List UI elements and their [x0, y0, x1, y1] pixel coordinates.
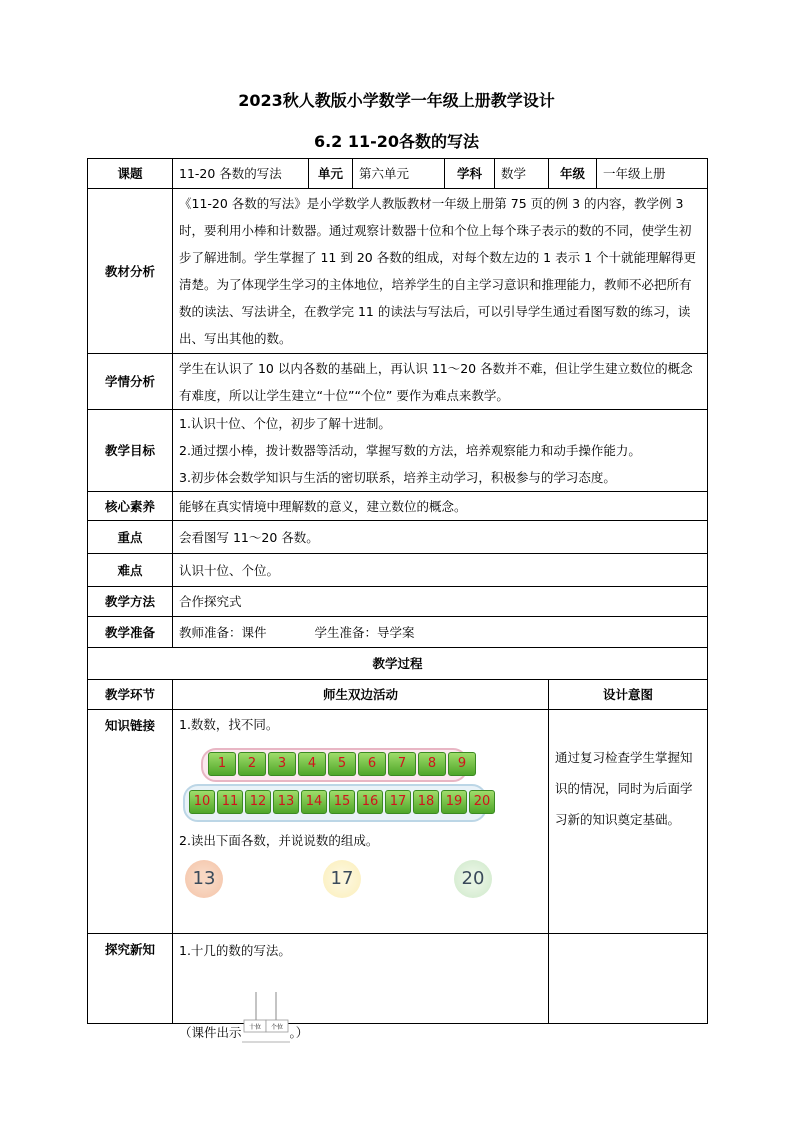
number-circle-13: 13	[185, 860, 223, 898]
explore-show-post: 。）	[289, 1025, 309, 1040]
number-cell: 18	[413, 790, 439, 814]
goal-item: 1.认识十位、个位，初步了解十进制。	[179, 416, 391, 431]
number-cell: 2	[238, 752, 266, 776]
goal-item: 2.通过摆小棒，拨计数器等活动，掌握写数的方法，培养观察能力和动手操作能力。	[179, 443, 641, 458]
number-cell: 9	[448, 752, 476, 776]
number-cell: 11	[217, 790, 243, 814]
method-text: 合作探究式	[173, 587, 708, 617]
unit-value: 第六单元	[353, 159, 445, 189]
prep-teacher-text: 教师准备：课件	[179, 624, 267, 640]
analysis-label: 教材分析	[88, 189, 173, 354]
difficulty-text: 认识十位、个位。	[173, 554, 708, 587]
prep-student-text: 学生准备：导学案	[314, 624, 415, 640]
process-col-intent: 设计意图	[549, 680, 708, 710]
grade-label: 年级	[549, 159, 597, 189]
link-activity	[173, 710, 549, 934]
goal-item: 3.初步体会数学知识与生活的密切联系，培养主动学习，积极参与的学习态度。	[179, 470, 616, 485]
explore-intent	[549, 934, 708, 1024]
topic-value: 11-20 各数的写法	[173, 159, 309, 189]
abacus-ones-label: 个位	[270, 1024, 283, 1031]
prep-text	[173, 617, 708, 648]
number-cell: 10	[189, 790, 215, 814]
number-row-1	[208, 752, 478, 776]
method-label: 教学方法	[88, 587, 173, 617]
difficulty-label: 难点	[88, 554, 173, 587]
goals-label: 教学目标	[88, 410, 173, 492]
abacus-tens-label: 十位	[248, 1024, 261, 1031]
process-col-stage: 教学环节	[88, 680, 173, 710]
student-label: 学情分析	[88, 354, 173, 410]
student-text: 学生在认识了 10 以内各数的基础上，再认识 11～20 各数并不难，但让学生建立数位的概念有难度，所以让学生建立“十位”“个位” 要作为难点来教学。	[173, 354, 708, 410]
key-label: 重点	[88, 521, 173, 554]
explore-label: 探究新知	[88, 934, 173, 1024]
core-text: 能够在真实情境中理解数的意义，建立数位的概念。	[173, 492, 708, 521]
number-cell: 13	[273, 790, 299, 814]
number-cell: 19	[441, 790, 467, 814]
link-q2: 2.读出下面各数，并说说数的组成。	[179, 833, 379, 848]
number-cell: 15	[329, 790, 355, 814]
explore-show	[179, 992, 308, 1044]
subject-label: 学科	[445, 159, 495, 189]
number-circle-17: 17	[323, 860, 361, 898]
number-cell: 4	[298, 752, 326, 776]
abacus-graphic	[242, 992, 290, 1044]
process-title: 教学过程	[88, 648, 708, 680]
lesson-title: 6.2 11-20各数的写法	[313, 132, 480, 151]
number-cell: 16	[357, 790, 383, 814]
unit-label: 单元	[309, 159, 353, 189]
explore-q1: 1.十几的数的写法。	[179, 943, 291, 958]
link-label: 知识链接	[88, 710, 173, 934]
number-circle-20: 20	[454, 860, 492, 898]
number-cell: 8	[418, 752, 446, 776]
lesson-plan-table	[87, 158, 708, 1040]
process-col-activity: 师生双边活动	[173, 680, 549, 710]
number-cell: 14	[301, 790, 327, 814]
subject-value: 数学	[495, 159, 549, 189]
number-cell: 12	[245, 790, 271, 814]
abacus-image	[242, 992, 290, 1044]
explore-activity	[173, 934, 549, 1040]
number-cell: 6	[358, 752, 386, 776]
link-intent: 通过复习检查学生掌握知识的情况，同时为后面学习新的知识奠定基础。	[549, 710, 708, 934]
document-title: 2023秋人教版小学数学一年级上册教学设计	[238, 91, 555, 110]
number-cell: 5	[328, 752, 356, 776]
number-cell: 20	[469, 790, 495, 814]
number-cell: 7	[388, 752, 416, 776]
topic-label: 课题	[88, 159, 173, 189]
key-text: 会看图写 11～20 各数。	[173, 521, 708, 554]
number-cell: 3	[268, 752, 296, 776]
link-q1: 1.数数，找不同。	[179, 717, 279, 732]
analysis-text: 《11-20 各数的写法》是小学数学人教版教材一年级上册第 75 页的例 3 的内容，教学例 3 时，要利用小棒和计数器。通过观察计数器十位和个位上每个珠子表示的数的不同，使学生初步了解进制。学生掌握了 11 到 20 各数的组成，对每个数左边的 1 表示 1 个十就能理解得更清楚。为了体现学生学习的主体地位，培养学生的自主学习意识和推理能力，教师不必把所有数的读法、写法讲全，在教学完 11 的读法与写法后，可以引导学生通过看图写数的练习，读出、写出其他的数。	[173, 189, 708, 354]
prep-label: 教学准备	[88, 617, 173, 648]
core-label: 核心素养	[88, 492, 173, 521]
grade-value: 一年级上册	[597, 159, 708, 189]
number-row-2	[189, 790, 497, 814]
explore-show-pre: （课件出示	[179, 1025, 242, 1040]
number-cell: 17	[385, 790, 411, 814]
goals-list	[173, 410, 708, 492]
number-cell: 1	[208, 752, 236, 776]
